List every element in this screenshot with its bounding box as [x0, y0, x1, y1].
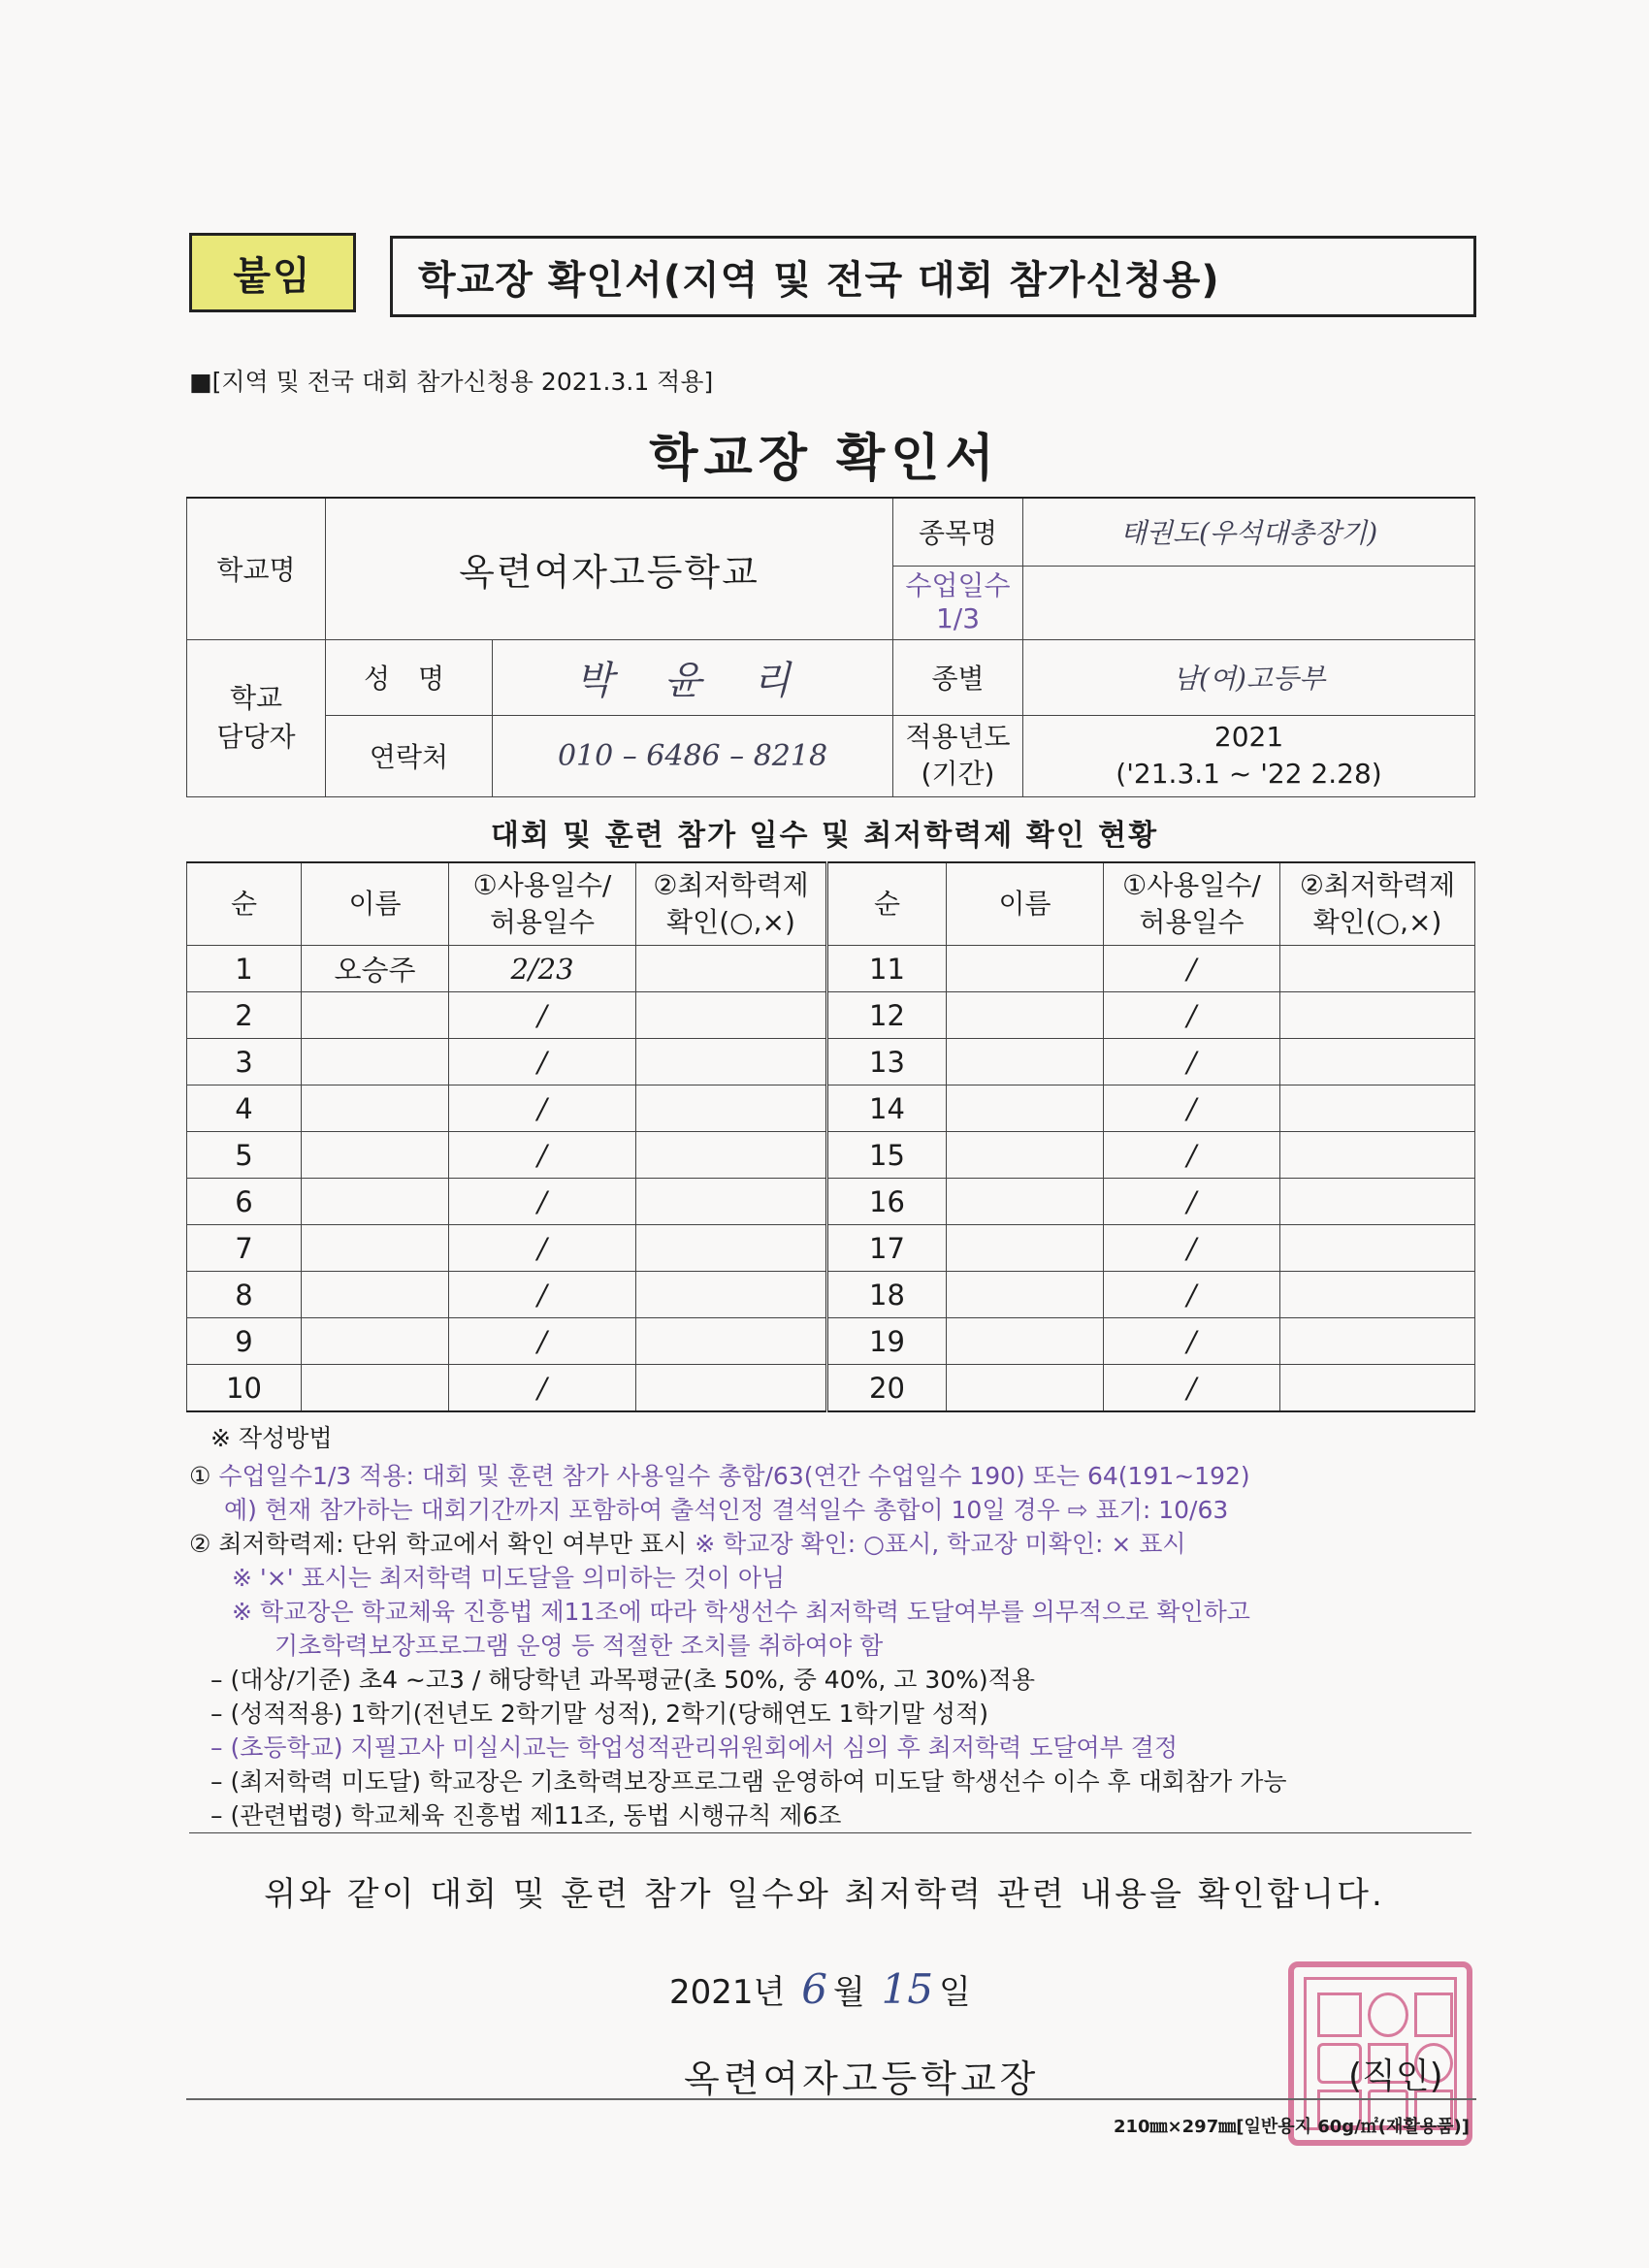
year-value-text: 2021 — [1213, 721, 1284, 753]
version-note: ■[지역 및 전국 대회 참가신청용 2021.3.1 적용] — [189, 368, 714, 396]
row-check — [636, 1272, 827, 1318]
school-label: 학교명 — [187, 498, 326, 639]
col-days-2nd-1: ①사용일수/ — [1122, 869, 1261, 901]
row-name — [302, 1039, 449, 1085]
row-days-2: / — [1104, 1318, 1280, 1365]
note-1-num: ① — [189, 1462, 211, 1490]
category-label: 종별 — [893, 639, 1023, 715]
row-check — [636, 1365, 827, 1412]
row-name — [302, 1225, 449, 1272]
row-check-2 — [1280, 1085, 1475, 1132]
event-label: 종목명 — [893, 498, 1023, 566]
row-check-2 — [1280, 1272, 1475, 1318]
row-check — [636, 992, 827, 1039]
row-check — [636, 1039, 827, 1085]
name-label: 성 명 — [326, 639, 493, 715]
date-month: 6 — [801, 1965, 827, 2013]
row-no: 2 — [187, 992, 302, 1039]
note-4a: ※ 학교장은 학교체육 진흥법 제11조에 따라 학생선수 최저학력 도달여부를 의무적으로 확인하고 — [232, 1598, 1250, 1626]
table-row — [187, 1225, 1475, 1272]
class-days-label — [893, 566, 1023, 639]
table-row — [187, 946, 1475, 992]
row-name-2 — [947, 1365, 1104, 1412]
row-days-2: / — [1104, 1225, 1280, 1272]
period-value: ('21.3.1 ~ '22 2.28) — [1116, 758, 1382, 790]
note-1-example: 예) 현재 참가하는 대회기간까지 포함하여 출석인정 결석일수 총합이 10일 경우 ⇨ 표기: 10/63 — [224, 1496, 1229, 1524]
row-days: / — [449, 1132, 636, 1179]
table-row — [187, 1085, 1475, 1132]
row-no-2: 17 — [827, 1225, 947, 1272]
class-days-ratio: 1/3 — [935, 602, 981, 634]
attendance-table — [186, 861, 1475, 1412]
row-name — [302, 1085, 449, 1132]
row-check — [636, 1179, 827, 1225]
row-days: / — [449, 1318, 636, 1365]
row-no: 9 — [187, 1318, 302, 1365]
row-days-2: / — [1104, 946, 1280, 992]
col-check-1: ②최저학력제 — [653, 869, 809, 901]
col-check-2nd-1: ②최저학력제 — [1299, 869, 1456, 901]
year-label-1: 적용년도 — [905, 721, 1011, 753]
col-no: 순 — [187, 862, 302, 946]
row-days-2: / — [1104, 1039, 1280, 1085]
row-name — [302, 1179, 449, 1225]
table-row — [187, 1039, 1475, 1085]
row-days-2: / — [1104, 1085, 1280, 1132]
detail-1: – (대상/기준) 초4 ~고3 / 해당학년 과목평균(초 50%, 중 40%, 고 30%)적용 — [210, 1666, 1035, 1694]
detail-3: – (초등학교) 지필고사 미실시교는 학업성적관리위원회에서 심의 후 최저학력 도달여부 결정 — [210, 1733, 1179, 1762]
year-value — [1023, 715, 1475, 796]
class-days-value — [1023, 566, 1475, 639]
row-days-2: / — [1104, 1365, 1280, 1412]
row-days-2: / — [1104, 992, 1280, 1039]
row-days: / — [449, 1365, 636, 1412]
note-1 — [189, 1459, 1479, 1493]
header-title: 학교장 확인서(지역 및 전국 대회 참가신청용) — [390, 236, 1476, 317]
section-title: 대회 및 훈련 참가 일수 및 최저학력제 확인 현황 — [490, 819, 1159, 853]
row-days: 2/23 — [449, 946, 636, 992]
col-days-2: 허용일수 — [489, 906, 596, 938]
year-label — [893, 715, 1023, 796]
row-no: 1 — [187, 946, 302, 992]
row-days: / — [449, 1039, 636, 1085]
row-no-2: 12 — [827, 992, 947, 1039]
row-no: 8 — [187, 1272, 302, 1318]
seal-glyph — [1414, 1993, 1453, 2037]
row-name-2 — [947, 1039, 1104, 1085]
row-check — [636, 946, 827, 992]
row-no: 4 — [187, 1085, 302, 1132]
row-name-2 — [947, 1272, 1104, 1318]
row-check-2 — [1280, 1225, 1475, 1272]
col-days-2nd — [1104, 862, 1280, 946]
table-row — [187, 1318, 1475, 1365]
date-line — [669, 1965, 971, 2013]
row-check — [636, 1132, 827, 1179]
row-check-2 — [1280, 1179, 1475, 1225]
contact-label: 연락처 — [326, 715, 493, 796]
principal-title: 옥련여자고등학교장 — [684, 2057, 1040, 2100]
detail-2: – (성적적용) 1학기(전년도 2학기말 성적), 2학기(당해연도 1학기말 성적) — [210, 1700, 988, 1728]
row-no: 10 — [187, 1365, 302, 1412]
row-name — [302, 1365, 449, 1412]
staff-label-2: 담당자 — [216, 721, 296, 753]
class-days-label-text: 수업일수 — [905, 569, 1011, 601]
row-no-2: 20 — [827, 1365, 947, 1412]
row-days: / — [449, 1272, 636, 1318]
col-no-2: 순 — [827, 862, 947, 946]
row-check-2 — [1280, 1365, 1475, 1412]
row-no-2: 14 — [827, 1085, 947, 1132]
row-days: / — [449, 1225, 636, 1272]
row-name-2 — [947, 946, 1104, 992]
note-2-num: ② — [189, 1530, 211, 1558]
row-check-2 — [1280, 1039, 1475, 1085]
note-2-purple: ※ 학교장 확인: ○표시, 학교장 미확인: × 표시 — [695, 1530, 1186, 1558]
seal-glyph — [1317, 1993, 1362, 2037]
row-no-2: 11 — [827, 946, 947, 992]
date-year: 2021년 — [669, 1973, 786, 2012]
row-check — [636, 1318, 827, 1365]
note-2 — [189, 1527, 1479, 1561]
attachment-badge: 붙임 — [189, 233, 356, 312]
col-name: 이름 — [302, 862, 449, 946]
row-name: 오승주 — [302, 946, 449, 992]
note-1-text: 수업일수1/3 적용: 대회 및 훈련 참가 사용일수 총합/63(연간 수업일수 190) 또는 64(191~192) — [218, 1462, 1250, 1490]
col-check-2nd — [1280, 862, 1475, 946]
staff-label — [187, 639, 326, 796]
note-2-text: 최저학력제: 단위 학교에서 확인 여부만 표시 — [218, 1530, 688, 1558]
seal-mark: (직인) — [1348, 2057, 1443, 2096]
row-name-2 — [947, 1132, 1104, 1179]
row-check-2 — [1280, 1132, 1475, 1179]
date-month-unit: 월 — [832, 1973, 865, 2012]
contact-value: 010 – 6486 – 8218 — [493, 715, 893, 796]
row-name — [302, 1272, 449, 1318]
school-name: 옥련여자고등학교 — [326, 498, 893, 639]
col-check-2nd-2: 확인(○,×) — [1312, 906, 1442, 938]
attendance-header-row — [187, 862, 1475, 946]
row-no: 6 — [187, 1179, 302, 1225]
staff-name: 박 윤 리 — [493, 639, 893, 715]
table-row — [187, 1132, 1475, 1179]
col-days-1: ①사용일수/ — [472, 869, 612, 901]
row-no-2: 13 — [827, 1039, 947, 1085]
table-row — [187, 1179, 1475, 1225]
row-no-2: 16 — [827, 1179, 947, 1225]
col-days-2nd-2: 허용일수 — [1139, 906, 1245, 938]
row-name-2 — [947, 1179, 1104, 1225]
paper-spec: 210㎜×297㎜[일반용지 60g/㎡(재활용품)] — [1113, 2117, 1470, 2137]
staff-label-1: 학교 — [229, 682, 283, 714]
row-no-2: 15 — [827, 1132, 947, 1179]
row-check — [636, 1225, 827, 1272]
note-4b: 기초학력보장프로그램 운영 등 적절한 조치를 취하여야 함 — [275, 1632, 884, 1660]
col-check — [636, 862, 827, 946]
detail-4: – (최저학력 미도달) 학교장은 기초학력보장프로그램 운영하여 미도달 학생선수 이수 후 대회참가 가능 — [210, 1767, 1287, 1796]
table-row — [187, 1365, 1475, 1412]
row-no: 7 — [187, 1225, 302, 1272]
col-days — [449, 862, 636, 946]
row-days-2: / — [1104, 1272, 1280, 1318]
row-days: / — [449, 1179, 636, 1225]
bottom-rule — [186, 2098, 1476, 2100]
row-days-2: / — [1104, 1179, 1280, 1225]
row-name-2 — [947, 1085, 1104, 1132]
row-check-2 — [1280, 1318, 1475, 1365]
event-value: 태권도(우석대총장기) — [1023, 498, 1475, 566]
row-name — [302, 992, 449, 1039]
row-no: 3 — [187, 1039, 302, 1085]
detail-5: – (관련법령) 학교체육 진흥법 제11조, 동법 시행규칙 제6조 — [189, 1798, 1471, 1833]
date-day-unit: 일 — [939, 1973, 971, 2012]
row-check — [636, 1085, 827, 1132]
seal-glyph — [1368, 1993, 1408, 2037]
date-day: 15 — [881, 1965, 934, 2013]
row-name — [302, 1318, 449, 1365]
document-title: 학교장 확인서 — [649, 430, 1000, 488]
row-check-2 — [1280, 946, 1475, 992]
row-check-2 — [1280, 992, 1475, 1039]
row-name-2 — [947, 1225, 1104, 1272]
year-label-2: (기간) — [921, 758, 995, 790]
table-row — [187, 992, 1475, 1039]
category-value: 남(여)고등부 — [1023, 639, 1475, 715]
row-name — [302, 1132, 449, 1179]
closing-statement: 위와 같이 대회 및 훈련 참가 일수와 최저학력 관련 내용을 확인합니다. — [264, 1875, 1385, 1914]
row-name-2 — [947, 992, 1104, 1039]
row-no-2: 19 — [827, 1318, 947, 1365]
row-no-2: 18 — [827, 1272, 947, 1318]
col-name-2: 이름 — [947, 862, 1104, 946]
col-check-2: 확인(○,×) — [666, 906, 795, 938]
row-no: 5 — [187, 1132, 302, 1179]
table-row — [187, 1272, 1475, 1318]
info-table — [186, 497, 1475, 797]
note-3: ※ '×' 표시는 최저학력 미도달을 의미하는 것이 아님 — [232, 1564, 786, 1592]
notes-heading: ※ 작성방법 — [210, 1424, 333, 1452]
row-days: / — [449, 992, 636, 1039]
row-days-2: / — [1104, 1132, 1280, 1179]
instructions — [189, 1421, 1479, 1833]
row-days: / — [449, 1085, 636, 1132]
row-name-2 — [947, 1318, 1104, 1365]
